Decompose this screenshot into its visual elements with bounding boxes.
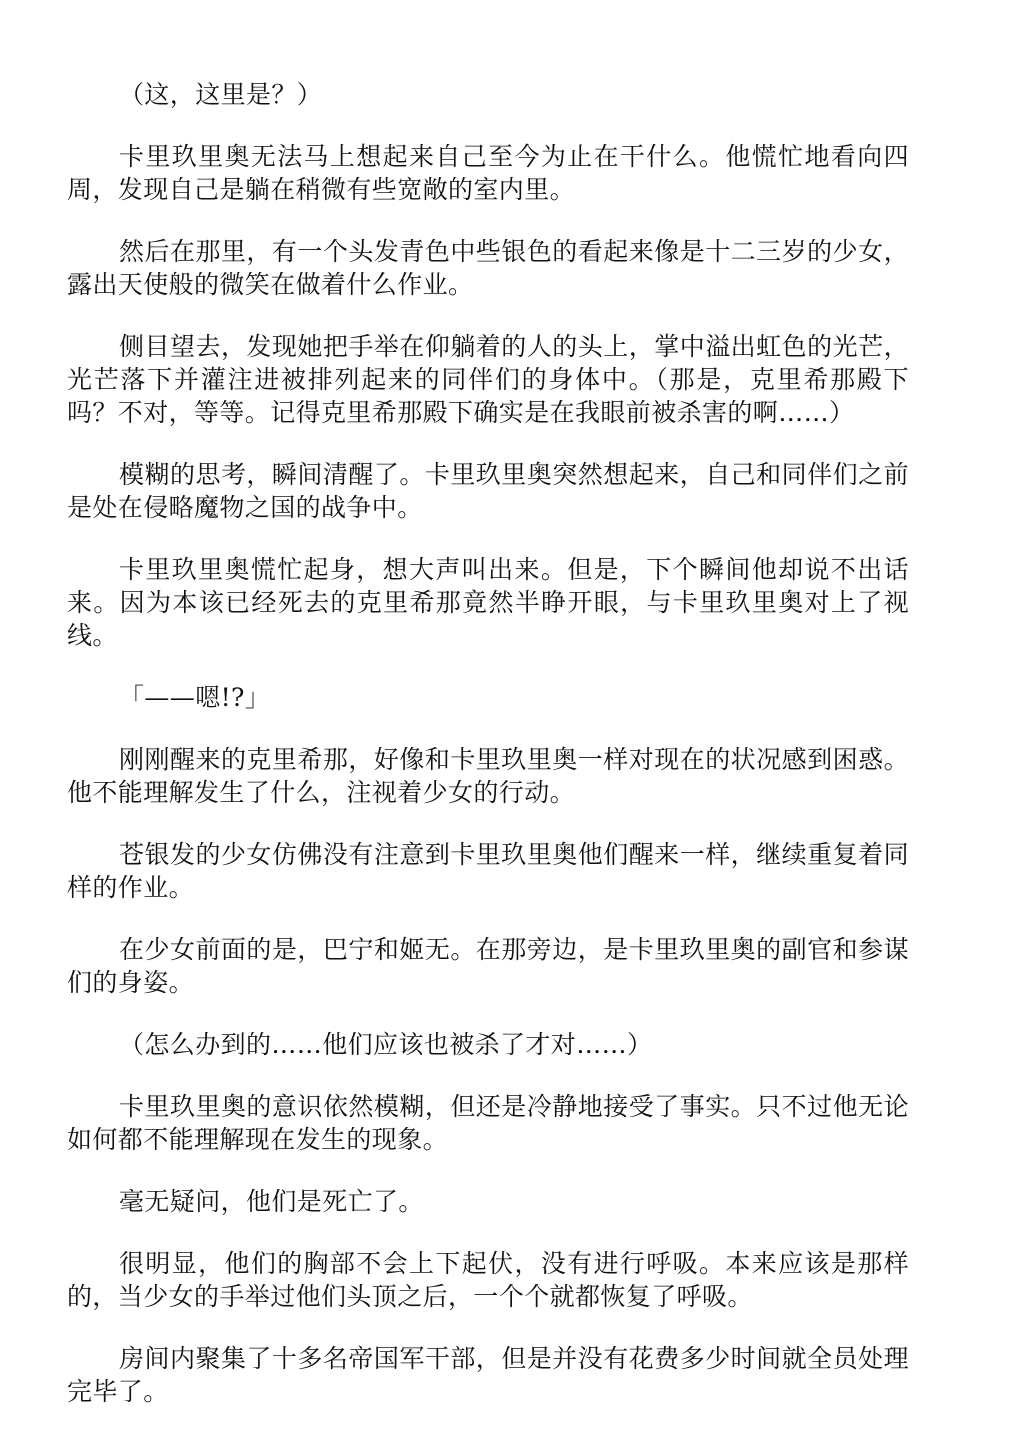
paragraph: 模糊的思考，瞬间清醒了。卡里玖里奥突然想起来，自己和同伴们之前是处在侵略魔物之国的战争中。 bbox=[67, 460, 909, 522]
paragraph: （这，这里是？） bbox=[119, 80, 323, 109]
paragraph: 然后在那里，有一个头发青色中些银色的看起来像是十二三岁的少女，露出天使般的微笑在做着什么作业。 bbox=[67, 237, 909, 299]
paragraph: 苍银发的少女仿佛没有注意到卡里玖里奥他们醒来一样，继续重复着同样的作业。 bbox=[67, 840, 909, 902]
paragraph: 侧目望去，发现她把手举在仰躺着的人的头上，掌中溢出虹色的光芒，光芒落下并灌注进被排列起来的同伴们的身体中。（那是，克里希那殿下吗？不对，等等。记得克里希那殿下确实是在我眼前被杀害的啊……） bbox=[67, 332, 909, 427]
paragraph: 很明显，他们的胸部不会上下起伏，没有进行呼吸。本来应该是那样的，当少女的手举过他们头顶之后，一个个就都恢复了呼吸。 bbox=[67, 1249, 909, 1311]
paragraph: 房间内聚集了十多名帝国军干部，但是并没有花费多少时间就全员处理完毕了。 bbox=[67, 1344, 909, 1406]
paragraph: 卡里玖里奥的意识依然模糊，但还是冷静地接受了事实。只不过他无论如何都不能理解现在发生的现象。 bbox=[67, 1092, 909, 1154]
document-page bbox=[67, 78, 909, 1437]
dialogue-line: 「——嗯!?」 bbox=[119, 683, 271, 712]
inner-thought: （怎么办到的……他们应该也被杀了才对……） bbox=[119, 1030, 653, 1059]
paragraph: 刚刚醒来的克里希那，好像和卡里玖里奥一样对现在的状况感到困惑。他不能理解发生了什么，注视着少女的行动。 bbox=[67, 745, 909, 807]
paragraph: 卡里玖里奥慌忙起身，想大声叫出来。但是，下个瞬间他却说不出话来。因为本该已经死去的克里希那竟然半睁开眼，与卡里玖里奥对上了视线。 bbox=[67, 555, 909, 650]
paragraph: 毫无疑问，他们是死亡了。 bbox=[119, 1187, 424, 1216]
paragraph: 卡里玖里奥无法马上想起来自己至今为止在干什么。他慌忙地看向四周，发现自己是躺在稍微有些宽敞的室内里。 bbox=[67, 142, 909, 204]
paragraph: 在少女前面的是，巴宁和姬无。在那旁边，是卡里玖里奥的副官和参谋们的身姿。 bbox=[67, 935, 909, 997]
